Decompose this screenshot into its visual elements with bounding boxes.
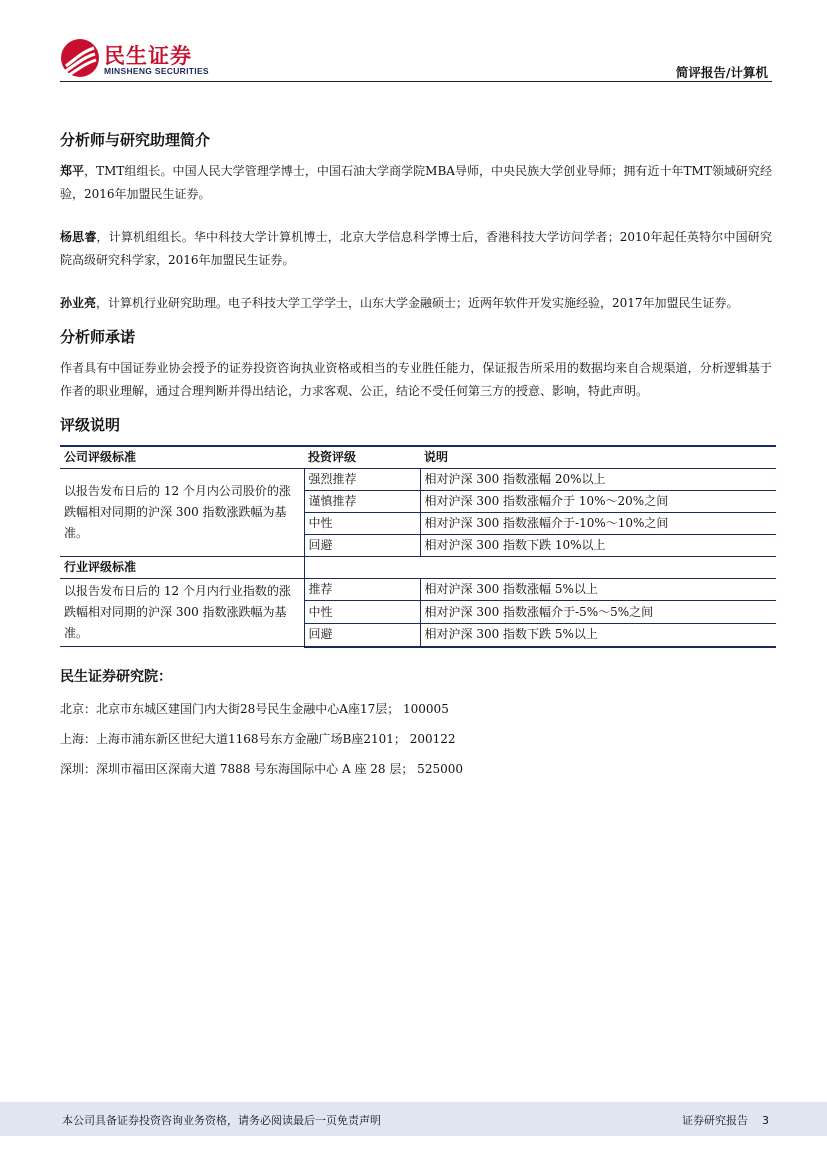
rating-note: 相对沪深 300 指数涨幅介于 10%～20%之间	[420, 491, 776, 513]
commitment-title: 分析师承诺	[60, 328, 136, 346]
analyst-bio	[60, 292, 772, 315]
rating-label: 推荐	[304, 579, 420, 601]
analyst-name: 孙业亮	[60, 296, 97, 310]
institute-title: 民生证券研究院：	[60, 668, 172, 685]
rating-label: 强烈推荐	[304, 469, 420, 491]
rating-note: 相对沪深 300 指数涨幅介于-5%～5%之间	[420, 601, 776, 623]
rating-title: 评级说明	[60, 416, 121, 434]
industry-standard-header: 行业评级标准	[60, 557, 304, 579]
rating-label: 回避	[304, 623, 420, 646]
commitment-text: 作者具有中国证券业协会授予的证券投资咨询执业资格或相当的专业胜任能力，保证报告所采用的数据均来自合规渠道，分析逻辑基于作者的职业理解，通过合理判断并得出结论，力求客观、公正，结论不受任何第三方的授意、影响，特此声明。	[60, 361, 772, 398]
col-header-rating: 投资评级	[304, 446, 420, 469]
footer-disclaimer: 本公司具备证券投资咨询业务资格，请务必阅读最后一页免责声明	[62, 1114, 381, 1127]
page-number: 3	[762, 1114, 769, 1127]
rating-note: 相对沪深 300 指数下跌 5%以上	[420, 623, 776, 646]
rating-label: 回避	[304, 535, 420, 557]
rating-label: 中性	[304, 513, 420, 535]
analysts-title: 分析师与研究助理简介	[60, 131, 211, 149]
logo-text-cn: 民生证券	[104, 44, 192, 68]
empty-cell	[304, 557, 420, 579]
footer-right	[668, 1112, 769, 1128]
rating-note: 相对沪深 300 指数涨幅 5%以上	[420, 579, 776, 601]
analyst-bio-text: ，计算机行业研究助理。电子科技大学工学学士，山东大学金融硕士；近两年软件开发实施经验，2017年加盟民生证券。	[96, 296, 739, 310]
rating-note: 相对沪深 300 指数涨幅介于-10%～10%之间	[420, 513, 776, 535]
col-header-company: 公司评级标准	[60, 446, 304, 469]
footer-label: 证券研究报告	[682, 1114, 748, 1127]
col-header-note: 说明	[420, 446, 776, 469]
analyst-bio	[60, 226, 772, 272]
main-content	[60, 128, 772, 784]
company-standard-desc: 以报告发布日后的 12 个月内公司股价的涨跌幅相对同期的沪深 300 指数涨跌幅为基准。	[60, 469, 304, 557]
table-header-row	[60, 446, 776, 469]
table-row	[60, 469, 776, 491]
page-footer	[0, 1102, 827, 1136]
empty-cell	[420, 557, 776, 579]
address-beijing: 北京：北京市东城区建国门内大街28号民生金融中心A座17层； 100005	[60, 701, 449, 716]
rating-table	[60, 445, 776, 648]
rating-label: 中性	[304, 601, 420, 623]
analyst-name: 郑平	[60, 164, 85, 178]
rating-label: 谨慎推荐	[304, 491, 420, 513]
table-row	[60, 579, 776, 601]
analyst-name: 杨思睿	[60, 230, 97, 244]
analyst-bio	[60, 160, 772, 206]
table-row	[60, 557, 776, 579]
minsheng-logo-icon	[60, 38, 100, 78]
report-type: 简评报告/计算机	[675, 65, 768, 80]
address-shenzhen: 深圳：深圳市福田区深南大道 7888 号东海国际中心 A 座 28 层； 525000	[60, 761, 463, 776]
page-header	[60, 36, 772, 82]
analyst-bio-text: ，计算机组组长。华中科技大学计算机博士，北京大学信息科学博士后，香港科技大学访问学者；2010年起任英特尔中国研究院高级研究科学家，2016年加盟民生证券。	[60, 230, 772, 267]
analyst-bio-text: ，TMT组组长。中国人民大学管理学博士，中国石油大学商学院MBA导师，中央民族大学创业导师；拥有近十年TMT领域研究经验，2016年加盟民生证券。	[60, 164, 772, 201]
address-shanghai: 上海：上海市浦东新区世纪大道1168号东方金融广场B座2101； 200122	[60, 731, 456, 746]
rating-note: 相对沪深 300 指数涨幅 20%以上	[420, 469, 776, 491]
industry-standard-desc: 以报告发布日后的 12 个月内行业指数的涨跌幅相对同期的沪深 300 指数涨跌幅为基准。	[60, 579, 304, 647]
logo-text-en: MINSHENG SECURITIES	[104, 66, 209, 76]
rating-note: 相对沪深 300 指数下跌 10%以上	[420, 535, 776, 557]
